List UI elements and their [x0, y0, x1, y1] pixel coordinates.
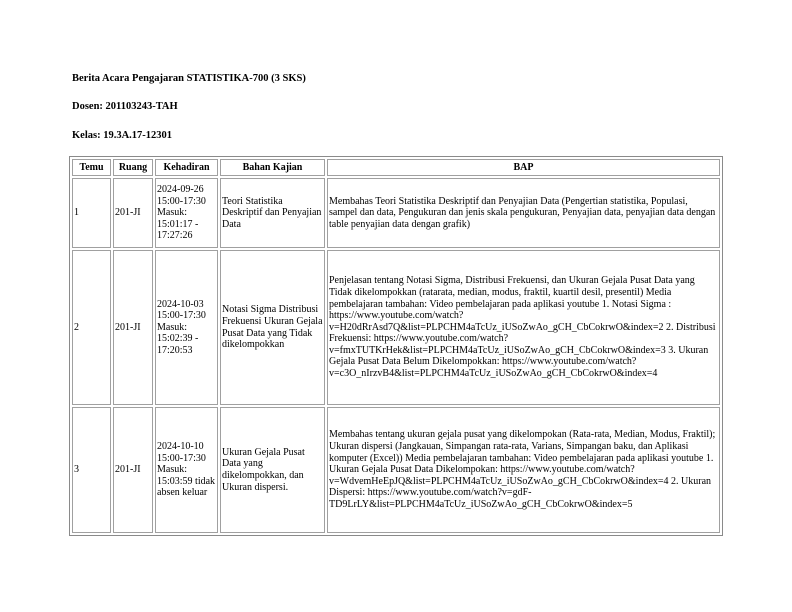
header-kehadiran: Kehadiran [155, 159, 218, 176]
cell-bap: Membahas tentang ukuran gejala pusat yang dikelompokan (Rata-rata, Median, Modus, Fraktil); Ukuran dispersi (Jangkauan, Simpangan rata-rata, Varians, Simpangan baku, dan Aplikasi komputer (Excel)) Media pembelajaran tambahan: Video pembelajaran pada aplikasi youtube 1. Ukuran Gejala Pusat Data Dikelompokan: https://www.youtube.com/watch?v=WdvemHeEpJQ&list=PLPCHM4aTcUz_iUSoZwAo_gCH_CbCokrwO&index=4 2. Ukuran Dispersi: https://www.youtube.com/watch?v=gdF-TD9LrLY&list=PLPCHM4aTcUz_iUSoZwAo_gCH_CbCokrwO&index=5 [327, 407, 720, 533]
cell-ruang: 201-JI [113, 178, 153, 248]
cell-bahan-kajian: Teori Statistika Deskriptif dan Penyajian Data [220, 178, 325, 248]
cell-bahan-kajian: Ukuran Gejala Pusat Data yang dikelompokkan, dan Ukuran dispersi. [220, 407, 325, 533]
cell-kehadiran: 2024-09-26 15:00-17:30 Masuk: 15:01:17 - 17:27:26 [155, 178, 218, 248]
header-ruang: Ruang [113, 159, 153, 176]
cell-temu: 3 [72, 407, 111, 533]
cell-ruang: 201-JI [113, 407, 153, 533]
cell-bap: Membahas Teori Statistika Deskriptif dan Penyajian Data (Pengertian statistika, Populasi, sampel dan data, Pengukuran dan jenis skala pengukuran, Penyajian data, penyajian data dengan table penyajian data dengan grafik) [327, 178, 720, 248]
table-row [72, 407, 720, 533]
table-header-row [72, 159, 720, 176]
header-bahan-kajian: Bahan Kajian [220, 159, 325, 176]
cell-kehadiran: 2024-10-10 15:00-17:30 Masuk: 15:03:59 tidak absen keluar [155, 407, 218, 533]
document-title: Berita Acara Pengajaran STATISTIKA-700 (3 SKS) [72, 73, 306, 84]
cell-bahan-kajian: Notasi Sigma Distribusi Frekuensi Ukuran Gejala Pusat Data yang Tidak dikelompokkan [220, 250, 325, 405]
teaching-log-table [69, 156, 723, 536]
table-row [72, 250, 720, 405]
cell-temu: 1 [72, 178, 111, 248]
header-bap: BAP [327, 159, 720, 176]
cell-kehadiran: 2024-10-03 15:00-17:30 Masuk: 15:02:39 - 17:20:53 [155, 250, 218, 405]
cell-bap: Penjelasan tentang Notasi Sigma, Distribusi Frekuensi, dan Ukuran Gejala Pusat Data yang Tidak dikelompokkan (rataratа, median, modus, fraktil, kuartil desil, presentil) Media pembelajaran tambahan: Video pembelajaran pada aplikasi youtube 1. Notasi Sigma : https://www.youtube.com/watch?v=H20dRrAsd7Q&list=PLPCHM4aTcUz_iUSoZwAo_gCH_CbCokrwO&index=2 2. Distribusi Frekuensi: https://www.youtube.com/watch?v=fmxTUTKrHek&list=PLPCHM4aTcUz_iUSoZwAo_gCH_CbCokrwO&index=3 3. Ukuran Gejala Pusat Data Belum Dikelompokkan: https://www.youtube.com/watch?v=c3O_nIrzvB4&list=PLPCHM4aTcUz_iUSoZwAo_gCH_CbCokrwO&index=4 [327, 250, 720, 405]
table-row [72, 178, 720, 248]
lecturer-line: Dosen: 201103243-TAH [72, 101, 178, 112]
cell-temu: 2 [72, 250, 111, 405]
cell-ruang: 201-JI [113, 250, 153, 405]
header-temu: Temu [72, 159, 111, 176]
class-line: Kelas: 19.3A.17-12301 [72, 130, 173, 141]
